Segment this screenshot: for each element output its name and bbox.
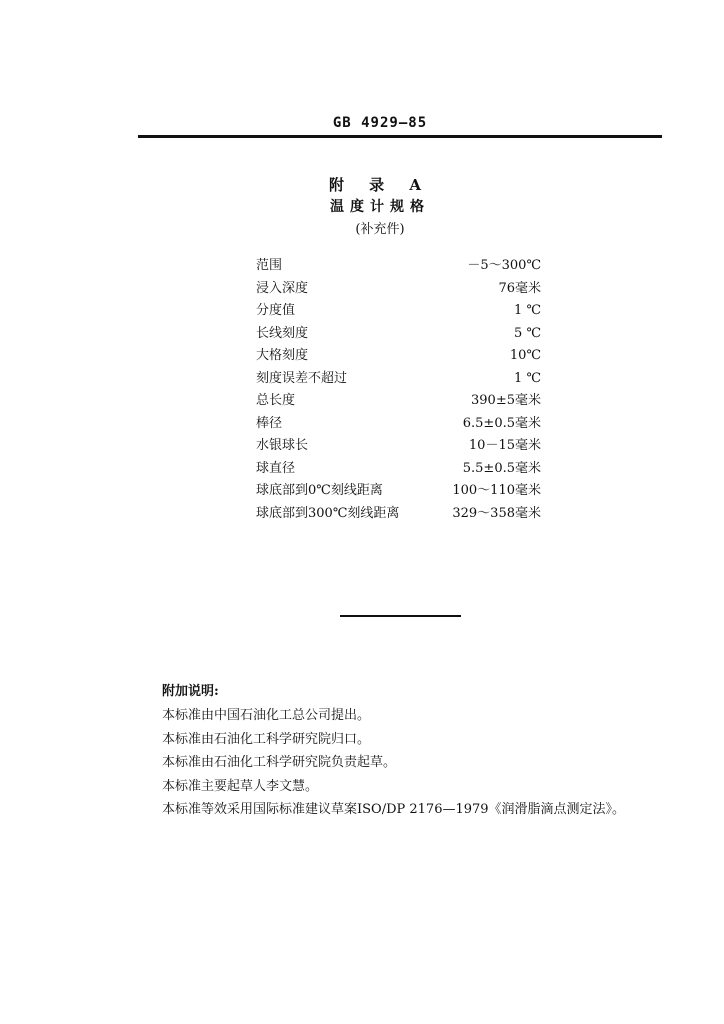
notes-title: 附加说明: bbox=[162, 684, 219, 699]
spec-row-total-length bbox=[256, 389, 541, 412]
spec-row-range bbox=[256, 254, 541, 277]
spec-value: 390±5毫米 bbox=[471, 393, 541, 408]
notes-line: 本标准等效采用国际标准建议草案ISO/DP 2176—1979《润滑脂滴点测定法》。 bbox=[162, 802, 626, 817]
section-divider bbox=[340, 615, 461, 617]
standard-code: GB 4929—85 bbox=[332, 115, 428, 131]
notes-line: 本标准由中国石油化工总公司提出。 bbox=[162, 708, 371, 723]
spec-label: 长线刻度 bbox=[256, 325, 309, 341]
spec-row-stem-diameter bbox=[256, 412, 541, 435]
appendix-title: 附 录 A bbox=[328, 176, 432, 194]
appendix-subtitle: 温度计规格 bbox=[330, 199, 430, 215]
spec-label: 球直径 bbox=[256, 460, 296, 476]
notes-line: 本标准由石油化工科学研究院负责起草。 bbox=[162, 755, 397, 770]
notes-line: 本标准主要起草人李文慧。 bbox=[162, 778, 319, 794]
spec-value: 1 ℃ bbox=[514, 370, 541, 386]
spec-value: －5～300℃ bbox=[467, 258, 541, 273]
spec-value: 76毫米 bbox=[498, 280, 541, 296]
spec-value: 1 ℃ bbox=[514, 303, 541, 318]
spec-row-bulb-to-0c bbox=[256, 479, 541, 502]
spec-row-scale-error bbox=[256, 367, 541, 390]
spec-value: 10－15毫米 bbox=[468, 438, 541, 453]
spec-label: 分度值 bbox=[256, 303, 296, 318]
header-rule bbox=[138, 135, 662, 138]
spec-value: 5.5±0.5毫米 bbox=[462, 460, 541, 476]
spec-value: 329～358毫米 bbox=[452, 505, 541, 521]
spec-label: 刻度误差不超过 bbox=[256, 370, 348, 386]
spec-row-major-scale bbox=[256, 344, 541, 367]
spec-row-bulb-diameter bbox=[256, 457, 541, 480]
spec-label: 棒径 bbox=[256, 415, 283, 431]
spec-label: 球底部到300℃刻线距离 bbox=[256, 505, 400, 521]
spec-row-division bbox=[256, 299, 541, 322]
spec-label: 浸入深度 bbox=[256, 280, 309, 296]
spec-label: 大格刻度 bbox=[256, 348, 309, 363]
spec-value: 5 ℃ bbox=[514, 325, 541, 341]
spec-row-immersion-depth bbox=[256, 277, 541, 300]
spec-row-long-line bbox=[256, 322, 541, 345]
spec-label: 水银球长 bbox=[256, 438, 309, 453]
spec-label: 球底部到0℃刻线距离 bbox=[256, 483, 383, 498]
spec-row-bulb-length bbox=[256, 434, 541, 457]
spec-label: 范围 bbox=[256, 258, 283, 273]
spec-value: 6.5±0.5毫米 bbox=[462, 415, 541, 431]
thermometer-spec-table bbox=[256, 254, 541, 524]
appendix-note: (补充件) bbox=[355, 222, 405, 237]
spec-label: 总长度 bbox=[256, 393, 296, 408]
spec-value: 100～110毫米 bbox=[452, 483, 541, 498]
additional-notes bbox=[162, 680, 682, 822]
spec-row-bulb-to-300c bbox=[256, 502, 541, 525]
spec-value: 10℃ bbox=[509, 348, 541, 363]
notes-line: 本标准由石油化工科学研究院归口。 bbox=[162, 731, 371, 747]
